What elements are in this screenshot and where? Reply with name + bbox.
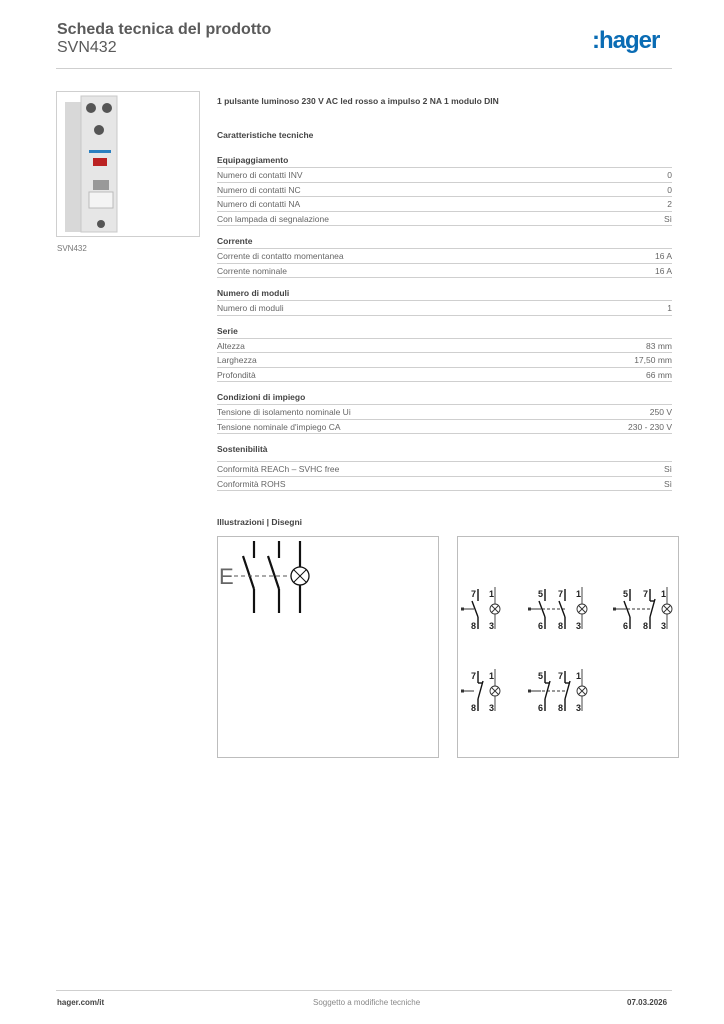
terminal-label: 7 [471, 589, 477, 599]
product-image-caption: SVN432 [57, 244, 87, 253]
spec-row [217, 368, 672, 383]
spec-value: 250 V [649, 407, 672, 417]
terminal-label: 1 [576, 671, 582, 681]
terminal-label: 7 [558, 589, 564, 599]
spec-row [217, 197, 672, 212]
circuit-symbol-box [217, 536, 439, 758]
spec-label: Corrente nominale [217, 265, 287, 276]
spec-label: Altezza [217, 340, 245, 351]
spec-label: Numero di contatti NC [217, 184, 301, 195]
terminal-label: 8 [643, 621, 649, 631]
spec-label: Con lampada di segnalazione [217, 213, 329, 224]
illustrations-heading: Illustrazioni | Disegni [217, 517, 303, 527]
spec-section [217, 154, 672, 226]
spec-label: Numero di moduli [217, 303, 284, 313]
footer-note: Soggetto a modifiche tecniche [313, 998, 421, 1007]
spec-value: 16 A [654, 265, 672, 276]
terminal-label: 1 [576, 589, 582, 599]
spec-section [217, 235, 672, 278]
spec-label: Corrente di contatto momentanea [217, 251, 344, 261]
terminal-label: 5 [538, 671, 544, 681]
spec-label: Profondità [217, 369, 256, 380]
terminal-label: 6 [538, 703, 544, 713]
spec-label: Conformità ROHS [217, 478, 286, 489]
terminal-label: 5 [538, 589, 544, 599]
spec-row [217, 264, 672, 279]
terminal-label: 7 [643, 589, 649, 599]
terminal-label: 6 [538, 621, 544, 631]
terminal-label: 8 [471, 621, 477, 631]
wiring-diagram [613, 587, 672, 631]
spec-value: 66 mm [646, 369, 672, 380]
characteristics-heading: Caratteristiche tecniche [217, 130, 314, 140]
spec-row [217, 301, 672, 316]
product-image [56, 91, 200, 237]
hager-logo: :hager [592, 27, 660, 54]
terminal-label: 1 [489, 671, 495, 681]
spec-section-title: Equipaggiamento [217, 154, 672, 168]
wiring-diagram [461, 587, 500, 631]
page-title: Scheda tecnica del prodotto [57, 21, 272, 38]
spec-row [217, 212, 672, 227]
spec-label: Conformità REACh – SVHC free [217, 464, 340, 474]
spec-label: Larghezza [217, 355, 257, 365]
terminal-label: 3 [489, 703, 495, 713]
terminal-label: 1 [489, 589, 495, 599]
spec-value: 1 [667, 303, 672, 313]
terminal-label: 8 [471, 703, 477, 713]
specs-table [217, 154, 672, 500]
terminal-label: 3 [576, 621, 582, 631]
terminal-label: 8 [558, 703, 564, 713]
spec-row [217, 353, 672, 368]
wiring-diagram [528, 587, 587, 631]
terminal-label: 3 [576, 703, 582, 713]
footer-divider [56, 990, 672, 991]
spec-row [217, 249, 672, 264]
wiring-diagrams-box [457, 536, 679, 758]
spec-row [217, 183, 672, 198]
header-divider [56, 68, 672, 69]
spec-value: 83 mm [646, 340, 672, 351]
actuator-symbol-label: E [219, 564, 234, 589]
spec-row [217, 477, 672, 492]
spec-row [217, 168, 672, 183]
spec-row [217, 405, 672, 420]
terminal-label: 7 [558, 671, 564, 681]
spec-row [217, 462, 672, 477]
terminal-label: 3 [661, 621, 667, 631]
spec-section-title: Sostenibilità [217, 443, 672, 462]
terminal-label: 6 [623, 621, 629, 631]
terminal-label: 8 [558, 621, 564, 631]
spec-label: Numero di contatti INV [217, 170, 303, 180]
terminal-label: 3 [489, 621, 495, 631]
spec-section-title: Corrente [217, 235, 672, 249]
spec-label: Tensione nominale d'impiego CA [217, 421, 341, 432]
spec-value: Sì [663, 478, 672, 489]
spec-label: Numero di contatti NA [217, 199, 301, 209]
spec-value: 0 [667, 170, 672, 180]
spec-section-title: Numero di moduli [217, 287, 672, 301]
spec-value: Sì [663, 464, 672, 474]
spec-section [217, 391, 672, 434]
spec-section [217, 287, 672, 316]
spec-section [217, 325, 672, 383]
spec-value: 230 - 230 V [628, 421, 672, 432]
spec-value: 0 [667, 184, 672, 195]
spec-value: 17,50 mm [634, 355, 672, 365]
spec-value: 16 A [654, 251, 672, 261]
terminal-label: 1 [661, 589, 667, 599]
product-description: 1 pulsante luminoso 230 V AC led rosso a impulso 2 NA 1 modulo DIN [217, 96, 499, 106]
terminal-label: 7 [471, 671, 477, 681]
spec-section-title: Serie [217, 325, 672, 339]
spec-section-title: Condizioni di impiego [217, 391, 672, 405]
spec-row [217, 339, 672, 354]
wiring-diagram [528, 669, 587, 713]
spec-value: Sì [663, 213, 672, 224]
spec-row [217, 420, 672, 435]
spec-section [217, 443, 672, 491]
footer-website-link[interactable]: hager.com/it [57, 998, 105, 1007]
wiring-diagram [461, 669, 500, 713]
circuit-symbol-drawing [218, 537, 438, 757]
terminal-label: 5 [623, 589, 629, 599]
spec-value: 2 [667, 199, 672, 209]
footer-date: 07.03.2026 [627, 998, 668, 1007]
product-code: SVN432 [57, 39, 117, 56]
wiring-diagrams-drawing [458, 537, 678, 757]
spec-label: Tensione di isolamento nominale Ui [217, 407, 351, 417]
